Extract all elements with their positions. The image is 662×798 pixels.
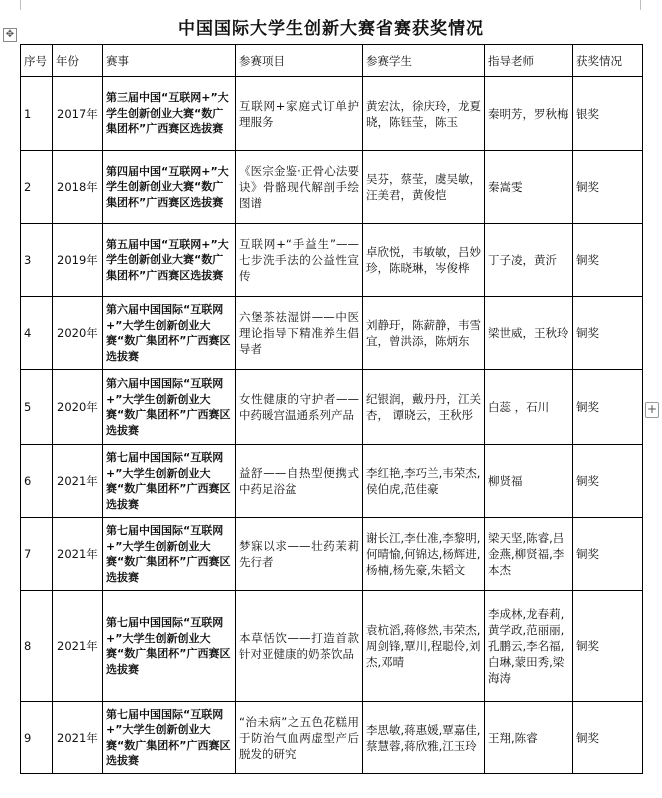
row-award: 铜奖: [573, 224, 643, 297]
row-number: 2: [21, 151, 53, 224]
row-year: 2020年: [53, 370, 103, 445]
table-row: [21, 224, 643, 297]
table-row: [21, 591, 643, 702]
row-project: 本草恬饮——打造首款针对亚健康的奶茶饮品: [236, 591, 363, 702]
table-row: [21, 518, 643, 591]
row-students: 黄宏汰，徐庆玲，龙夏晓，陈钰莹，陈玉: [363, 77, 485, 151]
header-year: 年份: [53, 45, 103, 77]
row-project: 六堡茶祛湿饼——中医理论指导下精准养生倡导者: [236, 297, 363, 370]
row-students: 卓欣悦，韦敏敏，吕妙珍，陈晓琳，岑俊桦: [363, 224, 485, 297]
table-row: [21, 151, 643, 224]
row-project: 互联网+“手益生”——七步洗手法的公益性宣传: [236, 224, 363, 297]
row-number: 5: [21, 370, 53, 445]
row-project: 梦寐以求——壮药茉莉先行者: [236, 518, 363, 591]
header-project: 参赛项目: [236, 45, 363, 77]
row-project: 女性健康的守护者——中药暖宫温通系列产品: [236, 370, 363, 445]
row-year: 2021年: [53, 591, 103, 702]
row-contest: 第七届中国国际“互联网+”大学生创新创业大赛“数广集团杯”广西赛区选拔赛: [103, 518, 236, 591]
row-award: 银奖: [573, 77, 643, 151]
row-year: 2021年: [53, 445, 103, 518]
row-number: 4: [21, 297, 53, 370]
row-project: 《医宗金鉴·正骨心法要诀》骨骼现代解剖手绘图谱: [236, 151, 363, 224]
row-contest: 第三届中国“互联网+”大学生创新创业大赛“数广集团杯”广西赛区选拔赛: [103, 77, 236, 151]
row-number: 3: [21, 224, 53, 297]
row-contest: 第五届中国“互联网+”大学生创新创业大赛“数广集团杯”广西赛区选拔赛: [103, 224, 236, 297]
table-header-row: [21, 45, 643, 77]
row-award: 铜奖: [573, 518, 643, 591]
row-teachers: 梁天坚,陈睿,吕金燕,柳贤福,李本杰: [485, 518, 573, 591]
row-year: 2017年: [53, 77, 103, 151]
page-guide-mark: [20, 0, 21, 10]
row-contest: 第七届中国国际“互联网+”大学生创新创业大赛“数广集团杯”广西赛区选拔赛: [103, 445, 236, 518]
row-contest: 第六届中国国际“互联网+”大学生创新创业大赛“数广集团杯”广西赛区选拔赛: [103, 370, 236, 445]
table-row: [21, 297, 643, 370]
row-students: 纪银润，戴丹丹，江关杏， 谭晓云，王秋彤: [363, 370, 485, 445]
row-number: 1: [21, 77, 53, 151]
header-teachers: 指导老师: [485, 45, 573, 77]
table-move-handle-icon[interactable]: ✥: [3, 28, 17, 42]
row-award: 铜奖: [573, 702, 643, 774]
page-title: 中国国际大学生创新大赛省赛获奖情况: [178, 19, 484, 39]
row-teachers: 秦嵩雯: [485, 151, 573, 224]
header-contest: 赛事: [103, 45, 236, 77]
table-row: [21, 702, 643, 774]
row-project: “治未病”之五色花糕用于防治气血两虚型产后脱发的研究: [236, 702, 363, 774]
row-contest: 第六届中国国际“互联网+”大学生创新创业大赛“数广集团杯”广西赛区选拔赛: [103, 297, 236, 370]
row-teachers: 秦明芳，罗秋梅: [485, 77, 573, 151]
row-year: 2020年: [53, 297, 103, 370]
row-teachers: 梁世威，王秋玲: [485, 297, 573, 370]
row-number: 6: [21, 445, 53, 518]
row-award: 铜奖: [573, 591, 643, 702]
row-students: 刘静玗，陈薪静，韦雪宜，曾洪添，陈炳东: [363, 297, 485, 370]
row-teachers: 李成林,龙春莉,黄学政,范丽丽,孔鹏云,李名福,白琳,蒙田秀,梁海涛: [485, 591, 573, 702]
row-students: 袁杭滔,蒋修然,韦荣杰,周剑锋,覃川,程聪伶,刘杰,邓晴: [363, 591, 485, 702]
row-award: 铜奖: [573, 151, 643, 224]
row-year: 2018年: [53, 151, 103, 224]
row-students: 吴芬，蔡莹，虞吴敏，汪美君，黄俊恺: [363, 151, 485, 224]
table-row: [21, 445, 643, 518]
header-students: 参赛学生: [363, 45, 485, 77]
row-students: 李思敏,蒋惠媛,覃嘉佳,蔡慧蓉,蒋欣雅,江玉玲: [363, 702, 485, 774]
row-teachers: 柳贤福: [485, 445, 573, 518]
awards-table: [20, 44, 643, 774]
row-project: 互联网+家庭式订单护理服务: [236, 77, 363, 151]
row-award: 铜奖: [573, 370, 643, 445]
row-project: 益舒——自热型便携式中药足浴盆: [236, 445, 363, 518]
row-award: 铜奖: [573, 445, 643, 518]
page-guide-mark: [640, 0, 641, 10]
row-year: 2019年: [53, 224, 103, 297]
add-column-icon[interactable]: +: [646, 402, 658, 416]
row-award: 铜奖: [573, 297, 643, 370]
row-number: 8: [21, 591, 53, 702]
row-teachers: 白蕊 ，石川: [485, 370, 573, 445]
row-contest: 第七届中国国际“互联网+”大学生创新创业大赛“数广集团杯”广西赛区选拔赛: [103, 702, 236, 774]
table-row: [21, 370, 643, 445]
row-year: 2021年: [53, 702, 103, 774]
row-number: 7: [21, 518, 53, 591]
table-row: [21, 77, 643, 151]
row-contest: 第七届中国国际“互联网+”大学生创新创业大赛“数广集团杯”广西赛区选拔赛: [103, 591, 236, 702]
row-teachers: 丁子凌，黄沂: [485, 224, 573, 297]
header-award: 获奖情况: [573, 45, 643, 77]
row-contest: 第四届中国“互联网+”大学生创新创业大赛“数广集团杯”广西赛区选拔赛: [103, 151, 236, 224]
row-number: 9: [21, 702, 53, 774]
row-students: 李红艳,李巧兰,韦荣杰,侯伯虎,范佳豪: [363, 445, 485, 518]
header-no: 序号: [21, 45, 53, 77]
row-teachers: 王翔,陈睿: [485, 702, 573, 774]
row-year: 2021年: [53, 518, 103, 591]
row-students: 谢长江,李仕准,李黎明,何晴愉,何锦达,杨辉进,杨楠,杨先豪,朱韬文: [363, 518, 485, 591]
